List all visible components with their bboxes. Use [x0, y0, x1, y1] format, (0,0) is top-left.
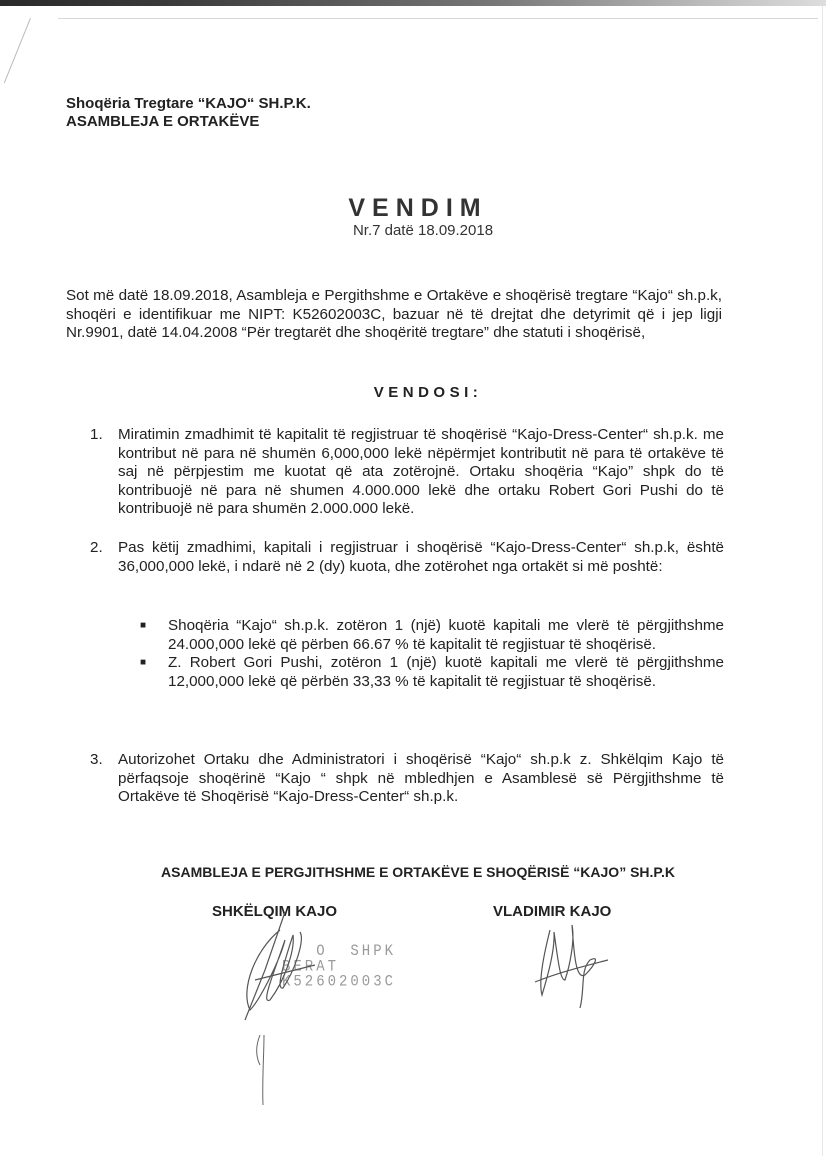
bullet-icon: ■	[140, 620, 147, 631]
item-text: Pas këtij zmadhimi, kapitali i regjistruar i shoqërisë “Kajo-Dress-Center“ sh.p.k, është 36,000,000 lekë, i ndarë në 2 (dy) kuota, dhe zotërohet nga ortakët si më poshtë:	[118, 539, 724, 575]
intro-paragraph: Sot më datë 18.09.2018, Asambleja e Pergithshme e Ortakëve e shoqërisë tregtare “Kajo“ sh.p.k, shoqëri e identifikuar me NIPT: K52602003C, bazuar në të drejtat dhe detyrimit që i jep ligji Nr.9901, datë 14.04.2008 “Për tregtarët dhe shoqëritë tregtare” dhe statuti i shoqërisë,	[66, 287, 722, 341]
shareholder-item	[140, 654, 724, 691]
signer-name: VLADIMIR KAJO	[493, 903, 612, 920]
signature-icon	[530, 920, 610, 1010]
item-text: Miratimin zmadhimit të kapitalit të regjistruar të shoqërisë “Kajo-Dress-Center“ sh.p.k. me kontribut në para në shumën 6,000,000 lekë nëpërmjet kontributit në para të ortakëve të saj në përpjestim me kuotat që ata zotërojnë. Ortaku shoqëria “Kajo” shpk do të kontribuojë në para në shumen 4.000.000 lekë dhe ortaku Robert Gori Pushi do të kontribuojë në para shumën 2.000.000 lekë.	[118, 426, 724, 517]
shareholder-list	[140, 617, 724, 691]
decision-item-3	[88, 751, 724, 807]
stamp-line: K52602003C	[282, 973, 397, 992]
document-header	[66, 95, 311, 131]
bullet-icon: ■	[140, 657, 147, 668]
item-number: 2.	[90, 539, 103, 556]
decision-item-2	[88, 539, 724, 576]
footer-assembly: ASAMBLEJA E PERGJITHSHME E ORTAKËVE E SHOQËRISË “KAJO” SH.P.K	[161, 864, 675, 880]
scan-fold-line	[58, 18, 818, 19]
item-number: 1.	[90, 426, 103, 443]
shareholder-item	[140, 617, 724, 654]
decision-item-1	[88, 426, 724, 519]
decision-heading: VENDOSI:	[373, 384, 483, 401]
assembly-name: ASAMBLEJA E ORTAKËVE	[66, 113, 260, 130]
document-number-date: Nr.7 datë 18.09.2018	[352, 222, 494, 239]
shareholder-text: Z. Robert Gori Pushi, zotëron 1 (një) kuotë kapitali me vlerë të përgjithshme 12,000,000 lekë që përbën 33,33 % të kapitalit të regjistuar të shoqërisë.	[168, 654, 724, 690]
scan-right-edge	[822, 6, 823, 1156]
stamp-line: BERAT	[282, 958, 340, 976]
item-number: 3.	[90, 751, 103, 768]
scan-top-edge	[0, 0, 826, 6]
item-text: Autorizohet Ortaku dhe Administratori i shoqërisë “Kajo“ sh.p.k z. Shkëlqim Kajo të përfaqsoje shoqërinë “Kajo “ shpk në mbledhjen e Asamblesë së Përgjithshme të Ortakëve të Shoqërisë “Kajo-Dress-Center“ sh.p.k.	[118, 751, 724, 805]
company-name: Shoqëria Tregtare “KAJO“ SH.P.K.	[66, 95, 311, 112]
signature-tail-icon	[160, 1035, 280, 1115]
scan-fold-corner	[4, 18, 31, 83]
stamp-line: O SHPK	[282, 942, 397, 961]
shareholder-text: Shoqëria “Kajo“ sh.p.k. zotëron 1 (një) kuotë kapitali me vlerë të përgjithshme 24.000,000 lekë që përben 66.67 % të kapitalit të regjistuar të shoqërisë.	[168, 617, 724, 653]
signer-name: SHKËLQIM KAJO	[212, 903, 338, 920]
signature-icon	[225, 910, 335, 1030]
document-title: VENDIM	[348, 194, 488, 222]
